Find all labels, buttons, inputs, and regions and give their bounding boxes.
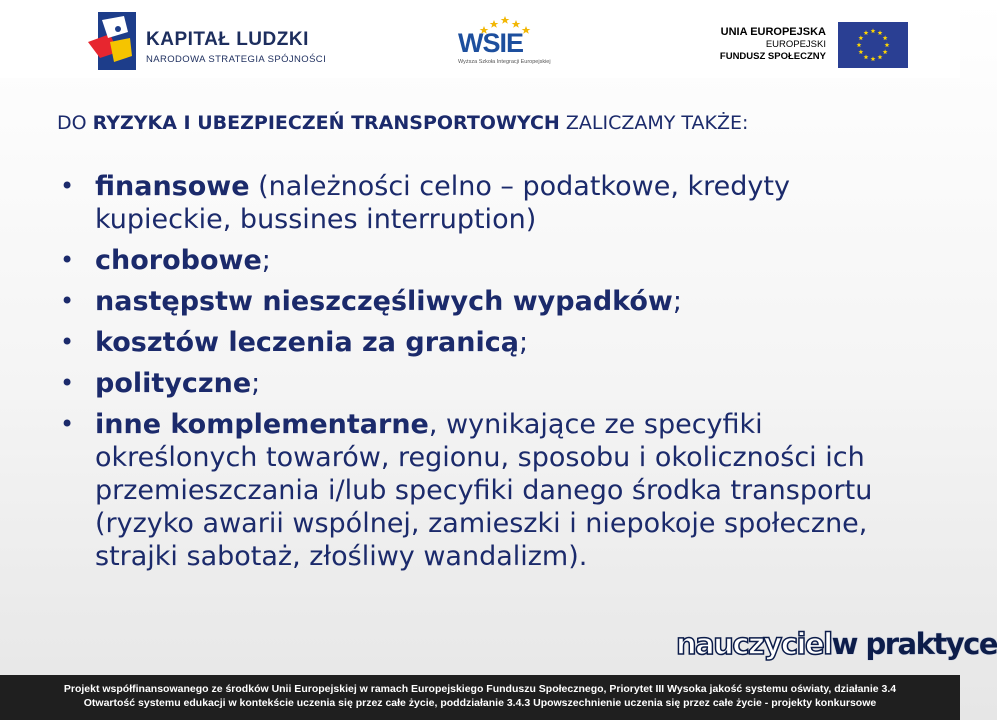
heading-suffix: ZALICZAMY TAKŻE: [559,112,749,134]
bullet-dot-icon: • [60,369,75,397]
eu-line3: FUNDUSZ SPOŁECZNY [719,51,826,62]
nauczyciel-part2: w praktyce [831,627,997,661]
kapital-ludzki-subtitle: NARODOWA STRATEGIA SPÓJNOŚCI [146,54,327,65]
bullet-bold: kosztów leczenia za granicą [95,327,519,358]
eu-line1: UNIA EUROPEJSKA [720,26,826,38]
wsie-title: WSIE [458,28,524,58]
footer-line2: Otwartość systemu edukacji w kontekście uczenia się przez całe życie, poddziałanie 3.4.3 Upowszechnienie uczenia się przez całe życie - projekty konkursowe [83,697,877,709]
heading-prefix: DO [57,112,93,134]
nauczyciel-w-praktyce-logo [676,627,997,667]
wsie-logo [456,16,551,72]
bullet-rest: , wynikające ze specyfiki określonych towarów, regionu, sposobu i okoliczności ich przemieszczania i/lub specyfiki danego środka transportu (ryzyko awarii wspólnej, zamieszki i niepokoje społeczne, strajki sabotaż, złośliwy wandalizm). [95,409,873,572]
bullet-rest: ; [261,245,271,276]
footer-line1: Projekt współfinansowanego ze środków Unii Europejskiej w ramach Europejskiego Funduszu Społecznego, Priorytet III Wysoka jakość systemu oświaty, działanie 3.4 [63,683,897,695]
eu-logo [718,22,908,68]
list-item [60,408,920,573]
bullet-rest: ; [518,327,529,358]
eu-text-block [720,26,826,63]
bullet-dot-icon: • [60,410,75,438]
bullet-bold: chorobowe [95,245,262,276]
eu-flag-icon [838,22,908,68]
bullet-rest: ; [251,368,261,399]
bullet-dot-icon: • [60,246,75,274]
list-item [60,244,920,277]
bullet-bold: finansowe [95,171,250,202]
list-item [60,326,920,359]
bullet-rest: (należności celno – podatkowe, kredyty kupieckie, bussines interruption) [95,171,790,235]
nauczyciel-part1: nauczyciel [676,627,832,661]
slide-heading [57,112,917,134]
bullet-bold: następstw nieszczęśliwych wypadków [95,286,673,317]
bullet-list [60,170,920,581]
bullet-dot-icon: • [60,172,75,200]
wsie-subtitle: Wyższa Szkoła Integracji Europejskiej [458,59,551,65]
list-item [60,367,920,400]
kapital-ludzki-title: KAPITAŁ LUDZKI [146,29,309,50]
footer [0,675,960,720]
kapital-ludzki-logo [88,12,328,72]
list-item [60,170,920,236]
eu-line2: EUROPEJSKI [765,39,826,50]
bullet-dot-icon: • [60,328,75,356]
bullet-bold: polityczne [95,368,252,399]
logo-bar [0,0,960,78]
bullet-dot-icon: • [60,287,75,315]
list-item [60,285,920,318]
kapital-ludzki-emblem-icon [88,12,136,70]
heading-bold: RYZYKA I UBEZPIECZEŃ TRANSPORTOWYCH [92,112,560,134]
bullet-rest: ; [672,286,682,317]
bullet-bold: inne komplementarne [95,409,429,440]
